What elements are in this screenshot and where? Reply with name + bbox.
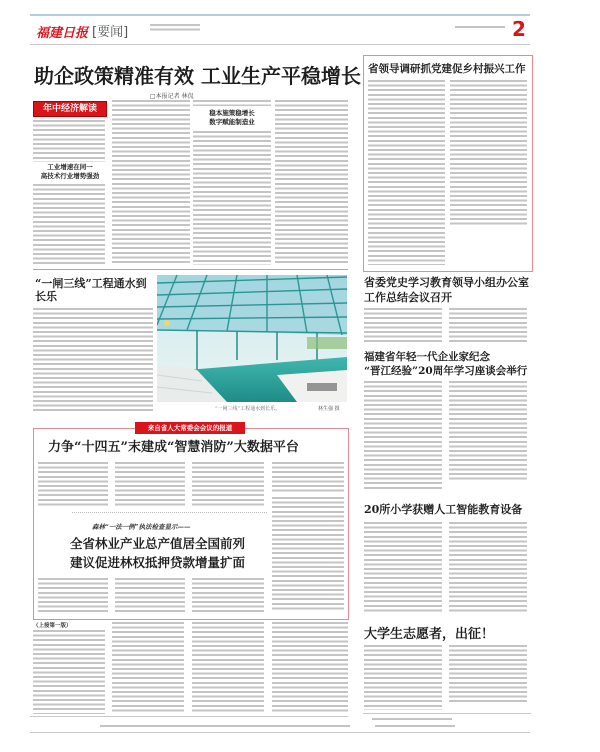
photo-caption: “一闸三线”工程通水到长乐。	[215, 406, 281, 412]
headline-line: “晋江经验”20周年学习座谈会举行	[364, 365, 528, 377]
footer-contact	[375, 725, 455, 727]
water-body-text	[33, 308, 153, 413]
lead-subhead-1	[40, 163, 100, 181]
party-history-body-text	[364, 308, 442, 344]
lead-subhead-2	[200, 109, 264, 127]
lead-body-text	[33, 184, 105, 265]
subhead-line: 稳本施策稳增长	[209, 109, 255, 117]
volunteer-headline: 大学生志愿者，出征！	[364, 627, 495, 642]
headline-line: 全省林业产业总产值居全国前列	[70, 536, 246, 551]
entrepreneur-body-text	[364, 381, 442, 490]
fire-body-text	[272, 462, 344, 492]
lead-body-text	[275, 100, 348, 265]
fire-headline: 力争“十四五”末建成“智慧消防”大数据平台	[48, 440, 299, 455]
subhead-line: 数字赋能制造业	[209, 118, 255, 126]
fire-body-text	[38, 462, 108, 508]
ai-education-body-text	[364, 522, 442, 612]
lead-headline: 助企政策精准有效 工业生产平稳增长	[34, 64, 361, 88]
section-divider	[33, 269, 348, 270]
subhead-line: 工业增速在同一	[47, 163, 93, 171]
masthead	[30, 18, 530, 44]
volunteer-body-text	[364, 645, 442, 710]
npc-box-label: 来自省人大常委会会议的报道	[135, 422, 245, 434]
forest-body-text	[115, 578, 185, 612]
column-footer-rule	[363, 713, 531, 714]
forest-body-text	[192, 578, 264, 612]
headline-line: 建议促进林权抵押贷款增量扩面	[70, 555, 246, 570]
fire-body-text	[115, 462, 185, 508]
entrepreneur-headline	[364, 350, 527, 378]
water-plant-photo	[157, 275, 347, 402]
party-history-body-text	[449, 308, 527, 344]
headline-line: 工作总结会议召开	[364, 291, 452, 304]
page-number: 2	[512, 17, 526, 41]
lead-body-text	[193, 100, 271, 106]
footer-notice	[100, 725, 350, 727]
lead-body-text	[193, 131, 271, 265]
continued-body-text	[192, 622, 264, 714]
rural-body-text	[368, 80, 445, 265]
fire-body-text	[192, 462, 264, 508]
continued-label: （上接第一版）	[33, 623, 72, 629]
headline-line: 福建省年轻一代企业家纪念	[364, 351, 490, 363]
lead-byline: □本报记者 林侃	[150, 93, 194, 100]
forest-kicker: 森林“一法一例”执法检查显示——	[92, 523, 191, 531]
photo-credit: 林生强 摄	[318, 406, 340, 412]
footer-rule	[30, 716, 348, 717]
forest-body-text	[38, 578, 108, 612]
volunteer-body-text	[449, 645, 527, 705]
entrepreneur-body-text	[449, 381, 527, 480]
lead-body-text	[33, 120, 105, 162]
column-tag: 年中经济解读	[33, 101, 107, 117]
rural-headline: 省领导调研抓党建促乡村振兴工作	[368, 63, 526, 75]
rural-body-text	[450, 80, 527, 225]
header-rule	[30, 44, 530, 45]
party-history-headline	[364, 275, 529, 305]
water-headline: “一闸三线”工程通水到长乐	[35, 277, 147, 303]
masthead-info	[150, 24, 200, 32]
headline-line: 省委党史学习教育领导小组办公室	[364, 276, 529, 289]
section-name: [要闻]	[92, 25, 129, 40]
continued-body-text	[272, 622, 348, 714]
continued-body-text	[33, 630, 105, 714]
subhead-line: 高技术行业增势强劲	[40, 172, 100, 180]
forest-headline	[70, 534, 245, 572]
ai-education-headline: 20所小学获赠人工智能教育设备	[364, 503, 523, 516]
continued-body-text	[112, 622, 184, 714]
dotted-divider	[72, 512, 267, 513]
issue-date	[455, 26, 505, 29]
top-rule	[30, 14, 530, 16]
bottom-rule	[30, 732, 530, 733]
forest-body-text	[272, 497, 344, 612]
lead-body-text	[112, 100, 190, 265]
ai-education-body-text	[449, 522, 527, 612]
hotline-info	[372, 718, 452, 720]
newspaper-logo: 福建日报	[36, 26, 89, 41]
